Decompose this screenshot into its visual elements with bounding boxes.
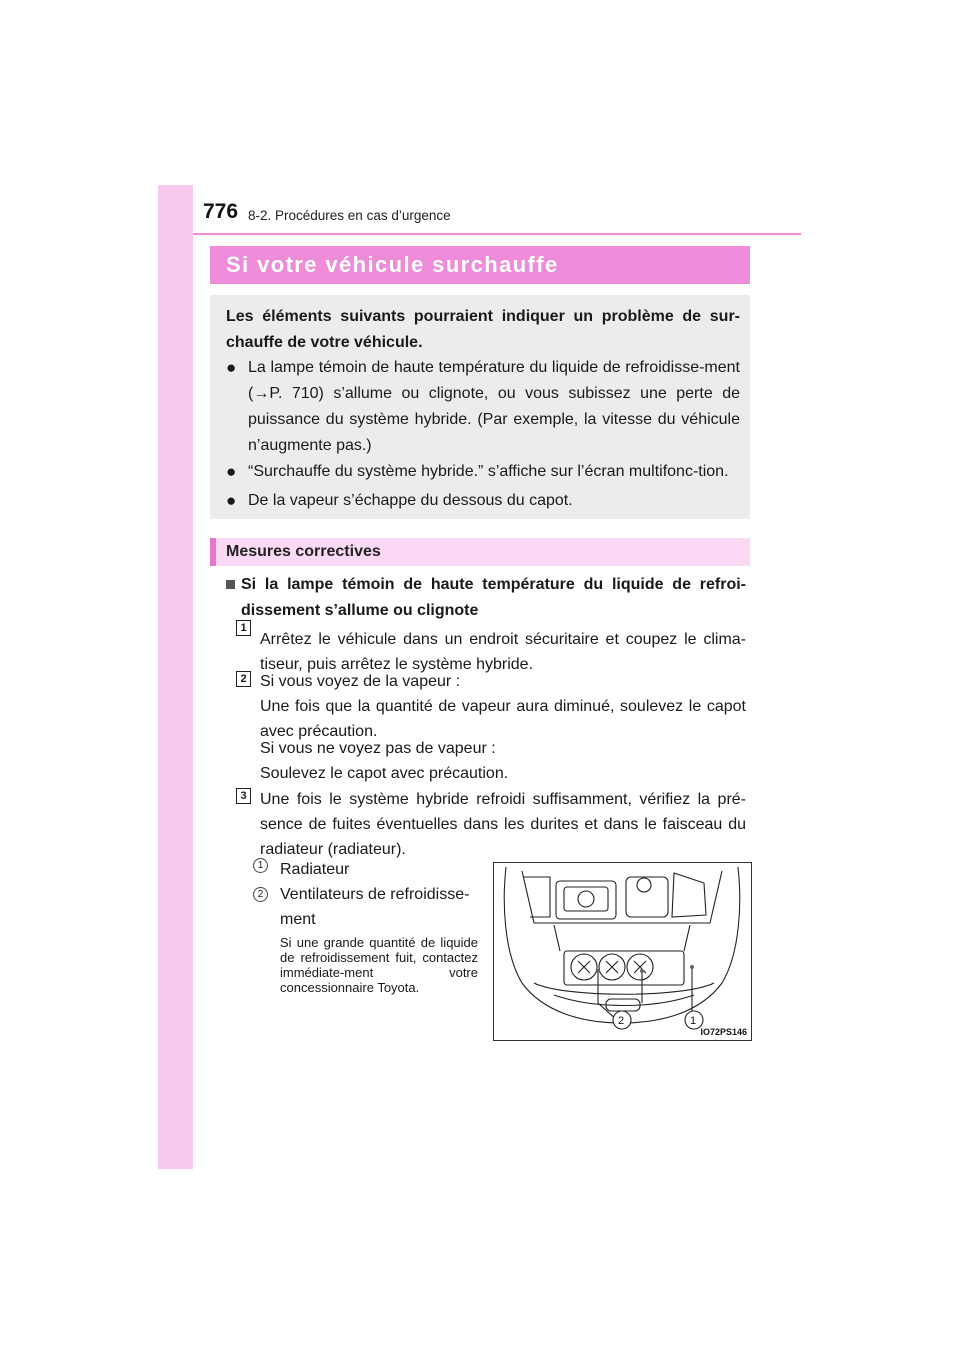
section-title: 8-2. Procédures en cas d’urgence	[248, 208, 451, 223]
intro-lead: Les éléments suivants pourraient indiquer un problème de sur-chauffe de votre véhicule.	[226, 308, 740, 351]
subhead-bar	[210, 538, 750, 566]
figure-callout-1: 1	[690, 1015, 697, 1027]
step-number-2: 2	[236, 671, 251, 687]
bullet-text: “Surchauffe du système hybride.” s’affiche sur l’écran multifonc-tion.	[248, 463, 729, 480]
bullet-item	[226, 459, 740, 485]
note-text: Si une grande quantité de liquide de refroidissement fuit, contactez immédiate-ment votre concessionnaire Toyota.	[280, 935, 478, 995]
condition-heading	[226, 572, 746, 624]
figure-code: IO72PS146	[700, 1027, 747, 1037]
step-3-text: Une fois le système hybride refroidi suffisamment, vérifiez la pré-sence de fuites éventuelles dans les durites et dans le faisceau du radiateur (radiateur).	[260, 791, 746, 858]
bullet-item	[226, 488, 740, 514]
bullet-dot-icon: ●	[226, 358, 237, 377]
subhead-accent	[210, 538, 216, 566]
title-bar	[210, 246, 750, 284]
page-number: 776	[203, 200, 239, 223]
figure-callout-2: 2	[618, 1015, 625, 1027]
legend-number-2: 2	[253, 887, 268, 902]
bullet-dot-icon: ●	[226, 462, 237, 481]
bullet-text: La lampe témoin de haute température du liquide de refroidisse-ment (→P. 710) s’allume ou clignote, ou vous subissez une perte de puissance du système hybride. (Par exemple, la vitesse du véhicule n’augmente pas.)	[248, 359, 740, 454]
bullet-item	[226, 355, 740, 459]
step-2-text-alt: Si vous ne voyez pas de vapeur : Soulevez le capot avec précaution.	[260, 740, 509, 782]
engine-bay-drawing	[494, 863, 751, 1040]
legend-number-1: 1	[253, 858, 268, 873]
condition-heading-text: Si la lampe témoin de haute température du liquide de refroi-dissement s’allume ou clignote	[241, 576, 746, 619]
legend-label-2: Ventilateurs de refroidisse-ment	[280, 886, 470, 928]
subhead-title: Mesures correctives	[226, 543, 381, 560]
engine-bay-illustration	[493, 862, 752, 1041]
page-title: Si votre véhicule surchauffe	[226, 252, 559, 277]
side-tab	[158, 185, 193, 1169]
step-2-text: Si vous voyez de la vapeur : Une fois que la quantité de vapeur aura diminué, soulevez le capot avec précaution.	[260, 673, 746, 740]
intro-box	[210, 295, 750, 519]
square-bullet-icon	[226, 580, 235, 589]
step-number-3: 3	[236, 788, 251, 804]
step-1-text: Arrêtez le véhicule dans un endroit sécuritaire et coupez le clima-tiseur, puis arrêtez le système hybride.	[260, 631, 746, 673]
header-rule	[193, 233, 801, 235]
legend-label-1: Radiateur	[280, 861, 350, 878]
step-number-1: 1	[236, 620, 251, 636]
bullet-dot-icon: ●	[226, 491, 237, 510]
bullet-text: De la vapeur s’échappe du dessous du capot.	[248, 492, 573, 509]
